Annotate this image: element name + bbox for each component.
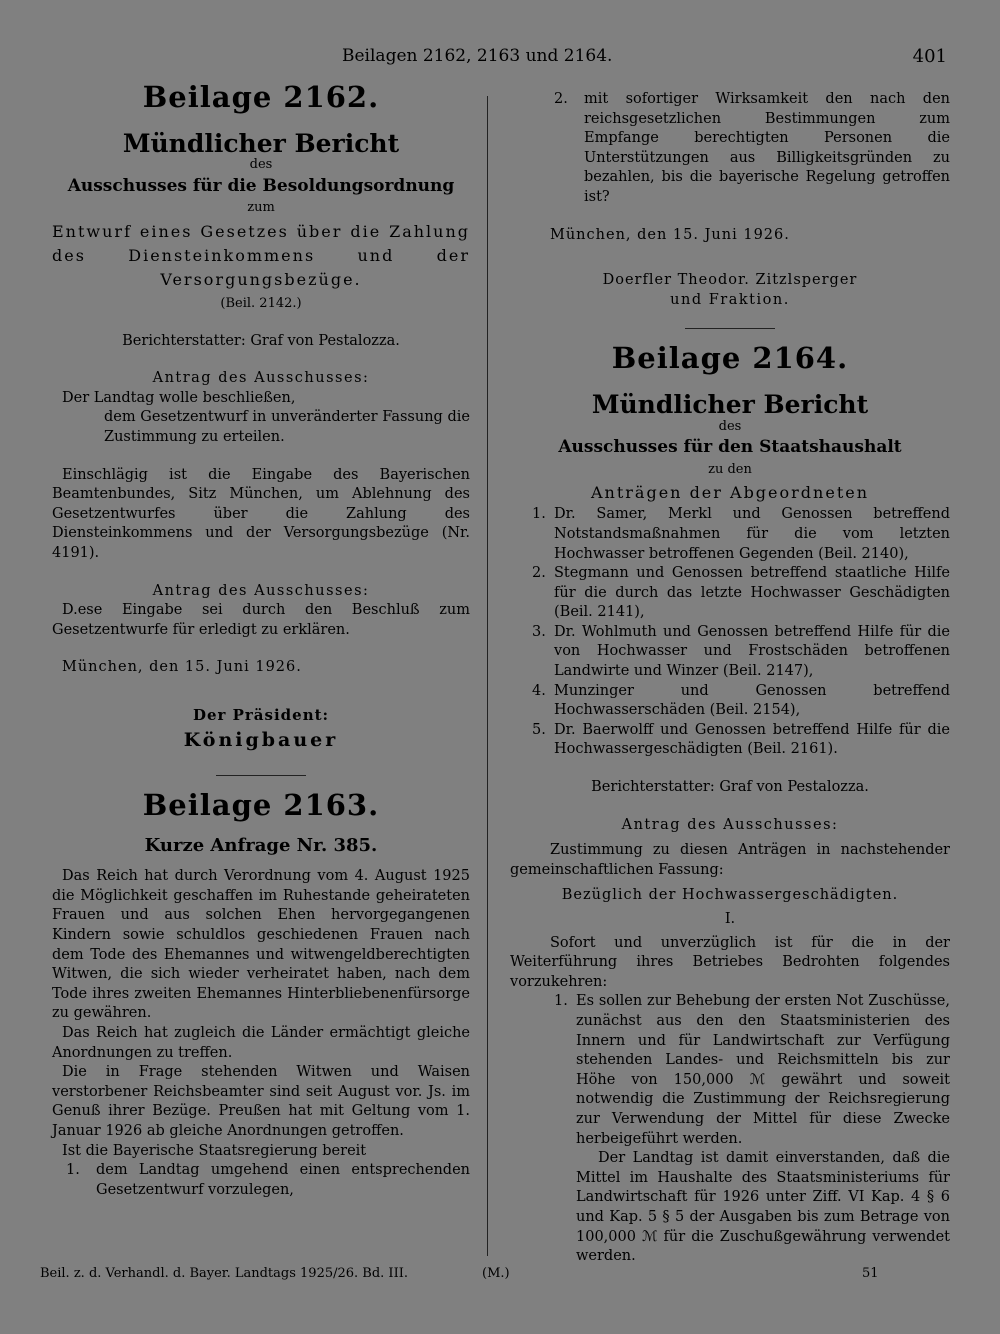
massnahmen-list bbox=[510, 992, 950, 1149]
list-text: Stegmann und Genossen betreffend staatliche Hilfe für die durch das letzte Hochwasser Geschädigten (Beil. 2141), bbox=[554, 565, 950, 621]
antraege-list bbox=[510, 505, 950, 760]
list-text: Dr. Baerwolff und Genossen betreffend Hilfe für die Hochwassergeschädigten (Beil. 2161). bbox=[554, 721, 950, 758]
signature-name: Königbauer bbox=[183, 729, 339, 752]
signature-line-1: Doerfler Theodor. Zitzlsperger bbox=[602, 272, 858, 289]
list-item bbox=[532, 623, 950, 682]
berichterstatter: Berichterstatter: Graf von Pestalozza. bbox=[122, 332, 400, 349]
list-text: Dr. Samer, Merkl und Genossen betreffend Notstandsmaßnahmen für die vom letzten Hochwasser betroffenen Gegenden (Beil. 2140), bbox=[554, 506, 950, 562]
berichterstatter: Berichterstatter: Graf von Pestalozza. bbox=[591, 779, 869, 796]
beilage-2163-heading: Beilage 2163. bbox=[142, 788, 380, 823]
einverstanden-paragraph: Der Landtag ist damit einverstanden, daß die Mittel im Haushalte des Staatsministeriums für Landwirtschaft für 1926 unter Ziff. VI Kap. 4 § 6 und Kap. 5 § 5 der Ausgaben bis zum Betrage von 100,000 ℳ für die Zuschußgewährung verwendet werden. bbox=[576, 1150, 950, 1265]
list-item bbox=[532, 564, 950, 623]
date-line: München, den 15. Juni 1926. bbox=[550, 226, 790, 243]
list-text: Dr. Wohlmuth und Genossen betreffend Hilfe für die von Hochwasser und Frostschäden betroffenen Landwirte und Winzer (Beil. 2147), bbox=[554, 623, 950, 680]
list-text: Munzinger und Genossen betreffend Hochwasserschäden (Beil. 2154), bbox=[554, 682, 950, 719]
column-divider bbox=[487, 96, 488, 1256]
sofort-paragraph: Sofort und unverzüglich ist für die in der Weiterführung ihres Betriebes Bedrohten folgendes vorzukehren: bbox=[510, 934, 950, 990]
list-text: Es sollen zur Behebung der ersten Not Zuschüsse, zunächst aus den den Staatsministerien des Innern und für Landwirtschaft zur Verfügung stehenden Landes- und Reichsmitteln bis zur Höhe von 150,000 ℳ gewährt und soweit notwendig die Zustimmung der Reichsregierung zur Verwendung der Mittel für diese Zwecke herbeigeführt werden. bbox=[576, 993, 950, 1147]
list-number: 2. bbox=[532, 565, 546, 582]
signature-label: Der Präsident: bbox=[192, 705, 330, 724]
roman-numeral: I. bbox=[724, 911, 736, 927]
einschlaegig-paragraph: Einschlägig ist die Eingabe des Bayerischen Beamtenbundes, Sitz München, um Ablehnung des Gesetzentwurfes über die Zahlung des Diensteinkommens und der Versorgungsbezüge (Nr. 4191). bbox=[52, 466, 470, 561]
zum-label: zum bbox=[247, 200, 275, 216]
bezueglich-heading: Bezüglich der Hochwassergeschädigten. bbox=[561, 887, 899, 904]
beilage-2164-heading: Beilage 2164. bbox=[611, 341, 849, 376]
section-rule bbox=[216, 775, 306, 776]
list-number: 5. bbox=[532, 721, 546, 738]
list-item bbox=[52, 1161, 470, 1200]
footer-mark: (M.) bbox=[482, 1266, 510, 1281]
zustimmung-paragraph: Zustimmung zu diesen Anträgen in nachstehender gemeinschaftlichen Fassung: bbox=[510, 842, 950, 878]
anfrage-paragraph-1: Das Reich hat durch Verordnung vom 4. August 1925 die Möglichkeit geschaffen im Ruhestande geheirateten Frauen und aus solchen Ehen hervorgegangenen Kindern sowie schuldlos geschiedenen Frauen nach dem Tode des Ehemannes und witwengeldberechtigten Witwen, die sich wieder verheiratet haben, nach dem Tode ihres zweiten Ehemannes Hinterbliebenenfürsorge zu gewähren. bbox=[52, 868, 470, 1022]
ausschuss-heading: Ausschusses für die Besoldungsordnung bbox=[67, 175, 455, 196]
anfrage-heading: Kurze Anfrage Nr. 385. bbox=[144, 834, 378, 856]
anfrage-paragraph-3: Die in Frage stehenden Witwen und Waisen verstorbener Reichsbeamter sind seit August vor. Js. im Genuß ihrer Bezüge. Preußen hat mit Geltung vom 1. Januar 1926 ab gleiche Anordnungen getroffen. bbox=[52, 1064, 470, 1139]
footer-signature-number: 51 bbox=[862, 1266, 879, 1281]
list-number: 4. bbox=[532, 682, 546, 699]
left-column bbox=[52, 80, 470, 1200]
anfrage-paragraph-4: Ist die Bayerische Staatsregierung bereit bbox=[62, 1142, 367, 1159]
list-number: 1. bbox=[532, 506, 546, 523]
antrag-heading: Antrag des Ausschusses: bbox=[621, 816, 839, 833]
running-title: Beilagen 2162, 2163 und 2164. bbox=[342, 46, 613, 66]
section-rule bbox=[685, 328, 775, 329]
signature-line-2: und Fraktion. bbox=[670, 291, 790, 308]
date-line: München, den 15. Juni 1926. bbox=[62, 659, 302, 676]
list-number: 1. bbox=[554, 993, 568, 1010]
anfrage-list-continued bbox=[510, 90, 950, 208]
bericht-heading: Mündlicher Bericht bbox=[122, 128, 400, 158]
des-label: des bbox=[249, 157, 273, 173]
beil-reference: (Beil. 2142.) bbox=[220, 295, 302, 311]
beilage-2162-heading: Beilage 2162. bbox=[142, 80, 380, 114]
antrag-heading: Antrag des Ausschusses: bbox=[152, 370, 370, 387]
list-item bbox=[532, 505, 950, 564]
list-item bbox=[510, 90, 950, 208]
antrag-heading-2: Antrag des Ausschusses: bbox=[152, 582, 370, 599]
bericht-heading: Mündlicher Bericht bbox=[591, 389, 869, 419]
list-number: 3. bbox=[532, 623, 546, 640]
page-number: 401 bbox=[912, 46, 947, 67]
list-item bbox=[532, 682, 950, 721]
list-item bbox=[532, 721, 950, 760]
antraege-heading: Anträgen der Abgeordneten bbox=[590, 483, 870, 503]
antrag-text-1: Der Landtag wolle beschließen, bbox=[62, 389, 296, 406]
list-number: 2. bbox=[554, 91, 568, 107]
footer-citation: Beil. z. d. Verhandl. d. Bayer. Landtags 1925/26. Bd. III. bbox=[40, 1266, 408, 1281]
antrag-text-3: D.ese Eingabe sei durch den Beschluß zum Gesetzentwurfe für erledigt zu erklären. bbox=[52, 602, 470, 638]
list-item bbox=[554, 992, 950, 1149]
antrag-text-2: dem Gesetzentwurf in unveränderter Fassung die Zustimmung zu erteilen. bbox=[104, 409, 470, 445]
right-column bbox=[510, 86, 950, 1267]
zu-den-label: zu den bbox=[708, 461, 752, 477]
des-label: des bbox=[718, 418, 742, 434]
page-header bbox=[40, 46, 955, 74]
list-number: 1. bbox=[66, 1162, 80, 1179]
list-text: dem Landtag umgehend einen entsprechenden Gesetzentwurf vorzulegen, bbox=[96, 1162, 470, 1198]
anfrage-list bbox=[52, 1161, 470, 1200]
ausschuss-heading: Ausschusses für den Staatshaushalt bbox=[558, 437, 902, 458]
entwurf-title: Entwurf eines Gesetzes über die Zahlung des Diensteinkommens und der Versorgungsbezüge. bbox=[52, 221, 470, 289]
list-text: mit sofortiger Wirksamkeit den nach den reichsgesetzlichen Bestimmungen zum Empfange berechtigten Personen die Unterstützungen aus Billigkeitsgründen zu bezahlen, bis die bayerische Regelung getroffen ist? bbox=[584, 91, 950, 205]
anfrage-paragraph-2: Das Reich hat zugleich die Länder ermächtigt gleiche Anordnungen zu treffen. bbox=[52, 1025, 470, 1061]
